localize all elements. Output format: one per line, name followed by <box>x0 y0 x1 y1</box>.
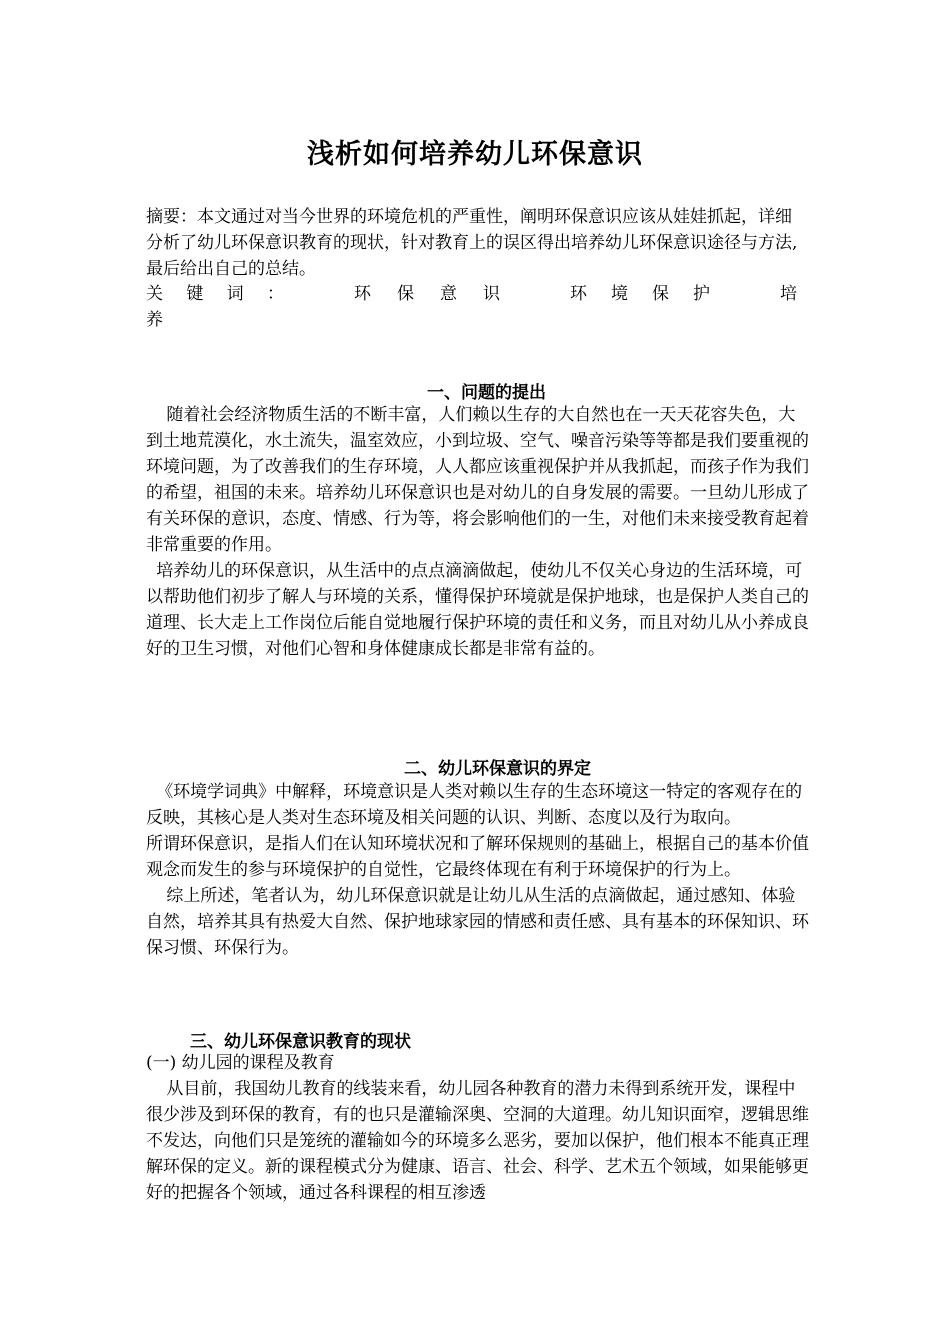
keyword-3-wrap: 养 <box>146 310 163 330</box>
abstract-text: 摘要：本文通过对当今世界的环境危机的严重性，阐明环保意识应该从娃娃抓起，详细分析了幼儿环保意识教育的现状，针对教育上的误区得出培养幼儿环保意识途径与方法,最后给出自己的总结。 <box>146 207 798 279</box>
abstract <box>146 204 804 282</box>
keyword-char: 保 <box>397 284 414 304</box>
keywords-label-char: ： <box>266 284 284 304</box>
keywords-label-char: 词 <box>226 284 244 304</box>
keywords-label-char: 关 <box>146 284 163 304</box>
section-2-heading: 二、幼儿环保意识的界定 <box>404 759 591 779</box>
keyword-char: 境 <box>611 284 628 304</box>
keyword-2 <box>570 281 710 307</box>
document-title: 浅析如何培养幼儿环保意识 <box>307 139 643 170</box>
keyword-3-first-char: 培 <box>780 284 797 304</box>
section-1-body <box>146 402 810 662</box>
keyword-char: 保 <box>652 284 669 304</box>
keyword-1 <box>354 281 500 307</box>
paragraph: 从目前，我国幼儿教育的线装来看，幼儿园各种教育的潜力未得到系统开发，课程中很少涉及到环保的教育，有的也只是灌输深奥、空洞的大道理。幼儿知识面窄，逻辑思维不发达，向他们只是笼统的灌输如今的环境多么恶劣，要加以保护，他们根本不能真正理解环保的定义。新的课程模式分为健康、语言、社会、科学、艺术五个领域，如果能够更好的把握各个领域，通过各科课程的相互渗透 <box>146 1079 809 1203</box>
keywords-label-char: 键 <box>186 284 204 304</box>
paragraph: 综上所述，笔者认为，幼儿环保意识就是让幼儿从生活的点滴做起，通过感知、体验自然，培养其具有热爱大自然、保护地球家园的情感和责任感、具有基本的环保知识、环保习惯、环保行为。 <box>146 886 809 958</box>
section-1-heading: 一、问题的提出 <box>427 383 546 403</box>
keyword-char: 环 <box>354 284 371 304</box>
section-3-body <box>146 1050 810 1206</box>
keyword-char: 护 <box>693 284 710 304</box>
paragraph: 随着社会经济物质生活的不断丰富，人们赖以生存的大自然也在一天天花容失色，大到土地荒漠化，水土流失，温室效应，小到垃圾、空气、噪音污染等等都是我们要重视的环境问题，为了改善我们的生存环境，人人都应该重视保护并从我抓起，而孩子作为我们的希望，祖国的未来。培养幼儿环保意识也是对幼儿的自身发展的需要。一旦幼儿形成了有关环保的意识，态度、情感、行为等，将会影响他们的一生，对他们未来接受教育起着非常重要的作用。 <box>146 405 809 555</box>
keyword-char: 意 <box>440 284 457 304</box>
section-3-heading: 三、幼儿环保意识教育的现状 <box>190 1032 411 1052</box>
paragraph: 所谓环保意识，是指人们在认知环境状况和了解环保规则的基础上，根据自己的基本价值观念而发生的参与环境保护的自觉性，它最终体现在有利于环境保护的行为上。 <box>146 834 809 880</box>
keywords-label <box>146 281 284 307</box>
section-2-body <box>146 779 810 961</box>
keyword-char: 环 <box>570 284 587 304</box>
paragraph: 《环境学词典》中解释，环境意识是人类对赖以生存的生态环境这一特定的客观存在的反映，其核心是人类对生态环境及相关问题的认识、判断、态度以及行为取向。 <box>146 782 803 828</box>
keyword-char: 识 <box>483 284 500 304</box>
keywords-row <box>146 281 800 307</box>
subsection-heading: (一) 幼儿园的课程及教育 <box>146 1053 335 1073</box>
paragraph: 培养幼儿的环保意识，从生活中的点点滴滴做起，使幼儿不仅关心身边的生活环境，可以帮助他们初步了解人与环境的关系，懂得保护环境就是保护地球，也是保护人类自己的道理、长大走上工作岗位后能自觉地履行保护环境的责任和义务，而且对幼儿从小养成良好的卫生习惯，对他们心智和身体健康成长都是非常有益的。 <box>146 561 809 659</box>
keywords <box>146 281 810 333</box>
